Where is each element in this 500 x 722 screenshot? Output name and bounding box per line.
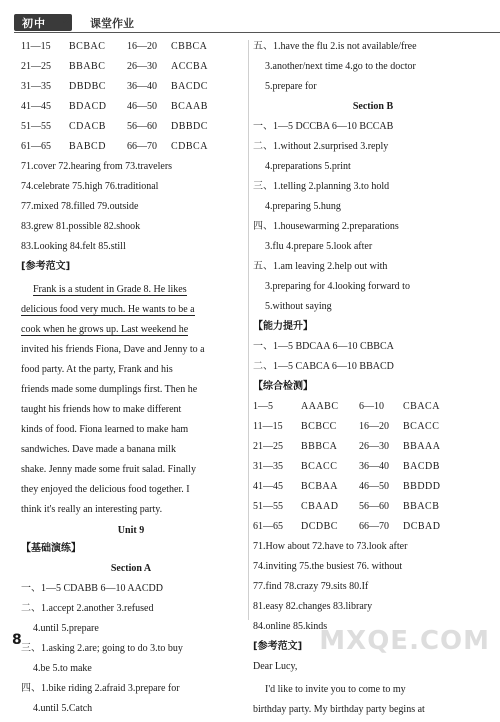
answer-line: 83.grew 81.possible 82.shook [21, 221, 141, 232]
answer-v2: BCAAB [171, 101, 208, 112]
answer-k1: 41—45 [253, 481, 283, 492]
essay-text: think it's really an interesting party. [21, 504, 163, 515]
section-a-answers [21, 582, 241, 722]
answer-v1: BBBCA [301, 441, 338, 452]
answer-k2: 16—20 [359, 421, 389, 432]
answer-line: 71.How about 72.have to 73.look after [253, 541, 408, 552]
answer-v1: BCBCC [301, 421, 337, 432]
answer-v1: BCBAA [301, 481, 338, 492]
answer-row [21, 60, 241, 80]
answer-line: 4.until 5.Catch [33, 703, 93, 714]
answer-v1: BBABC [69, 61, 106, 72]
answer-v2: ACCBA [171, 61, 208, 72]
double-chevron-icon: » [62, 10, 72, 28]
answer-k1: 11—15 [253, 421, 283, 432]
answer-line: 一、1—5 BDCAA 6—10 CBBCA [253, 341, 394, 352]
answer-line: 4.preparations 5.print [265, 161, 351, 172]
essay-line [21, 400, 241, 420]
answer-v2: DCBAD [403, 521, 441, 532]
answer-v2: DBBDC [171, 121, 208, 132]
ability-answers [253, 340, 493, 380]
watermark-url: MXQE.COM [319, 626, 490, 656]
answer-line: 二、1.without 2.surprised 3.reply [253, 141, 389, 152]
section-a-title: Section A [110, 563, 152, 574]
answer-k2: 16—20 [127, 41, 157, 52]
answer-line: 77.mixed 78.filled 79.outside [21, 201, 139, 212]
essay-line [21, 420, 241, 440]
essay-text: cook when he grows up. Last weekend he [21, 324, 189, 335]
answer-line: 一、1—5 DCCBA 6—10 BCCAB [253, 121, 394, 132]
answer-v1: BCACC [301, 461, 338, 472]
level-tag-text: 初中 [22, 17, 46, 30]
answer-v2: BCACC [403, 421, 440, 432]
reference-essay [21, 280, 241, 520]
answer-v1: DCDBC [301, 521, 338, 532]
answer-line: 4.be 5.to make [33, 663, 92, 674]
answer-line: 71.cover 72.hearing from 73.travelers [21, 161, 173, 172]
answer-row [253, 480, 493, 500]
essay-line [21, 300, 241, 320]
answer-v1: BDACD [69, 101, 107, 112]
answer-line: 74.celebrate 75.high 76.traditional [21, 181, 159, 192]
answer-k1: 51—55 [21, 121, 51, 132]
right-column [253, 40, 493, 720]
answer-k1: 31—35 [253, 461, 283, 472]
letter-greeting: Dear Lucy, [253, 661, 298, 672]
answer-line: 五、1.am leaving 2.help out with [253, 261, 388, 272]
answer-line: 五、1.have the flu 2.is not available/free [253, 41, 417, 52]
answer-line: 4.until 5.prepare [33, 623, 99, 634]
answer-row [253, 460, 493, 480]
basic-practice-label: 【基础演练】 [21, 543, 81, 554]
answer-k2: 6—10 [359, 401, 384, 412]
essay-text: sandwiches. Dave made a banana milk [21, 444, 176, 455]
header-title: 课堂作业 [90, 17, 134, 30]
column-divider [248, 40, 249, 620]
essay-text: delicious food very much. He wants to be a [21, 304, 195, 315]
essay-text: taught his friends how to make different [21, 404, 182, 415]
comprehensive-answer-table [253, 400, 493, 540]
answer-v2: BACDC [171, 81, 208, 92]
reference-letter [253, 680, 493, 720]
answer-v2: CBBCA [171, 41, 208, 52]
answer-k1: 61—65 [253, 521, 283, 532]
answer-k1: 1—5 [253, 401, 273, 412]
essay-text: Frank is a student in Grade 8. He likes [33, 284, 187, 295]
page-header [0, 0, 500, 34]
essay-line [21, 460, 241, 480]
answer-k1: 61—65 [21, 141, 51, 152]
left-word-answers [21, 160, 241, 260]
answer-row [21, 40, 241, 60]
answer-row [253, 400, 493, 420]
answer-row [21, 140, 241, 160]
answer-k2: 26—30 [359, 441, 389, 452]
page-number: 8 [12, 632, 22, 648]
answer-k1: 11—15 [21, 41, 51, 52]
essay-line [21, 500, 241, 520]
answer-line: 三、1.asking 2.are; going to do 3.to buy [21, 643, 183, 654]
answer-k2: 36—40 [359, 461, 389, 472]
right-top-answers [253, 40, 493, 100]
answer-line: 3.preparing for 4.looking forward to [265, 281, 410, 292]
answer-k2: 66—70 [359, 521, 389, 532]
answer-row [253, 440, 493, 460]
answer-k2: 26—30 [127, 61, 157, 72]
essay-text: they enjoyed the delicious food together. I [21, 484, 190, 495]
letter-line [253, 700, 493, 720]
answer-k1: 21—25 [21, 61, 51, 72]
unit-title: Unit 9 [117, 525, 145, 536]
answer-line: 三、1.telling 2.planning 3.to hold [253, 181, 390, 192]
answer-line: 4.preparing 5.hung [265, 201, 341, 212]
answer-v2: BBAAA [403, 441, 441, 452]
letter-text: I'd like to invite you to come to my [265, 684, 406, 695]
essay-line [21, 360, 241, 380]
answer-line: 四、1.bike riding 2.afraid 3.prepare for [21, 683, 180, 694]
essay-line [21, 380, 241, 400]
answer-row [253, 420, 493, 440]
letter-line [253, 680, 493, 700]
letter-text: birthday party. My birthday party begins at [253, 704, 425, 715]
answer-row [21, 100, 241, 120]
answer-k1: 31—35 [21, 81, 51, 92]
essay-text: shake. Jenny made some fruit salad. Finally [21, 464, 196, 475]
answer-v2: BACDB [403, 461, 440, 472]
section-b-answers [253, 120, 493, 320]
answer-line: 四、1.housewarming 2.preparations [253, 221, 399, 232]
answer-v2: BBDDD [403, 481, 441, 492]
answer-v1: BABCD [69, 141, 106, 152]
answer-row [21, 80, 241, 100]
reference-letter-label: [参考范文] [253, 641, 303, 652]
essay-text: invited his friends Fiona, Dave and Jenny to a [21, 344, 205, 355]
answer-row [21, 120, 241, 140]
ability-label: 【能力提升】 [253, 321, 313, 332]
comprehensive-label: 【综合检测】 [253, 381, 313, 392]
answer-k2: 56—60 [127, 121, 157, 132]
essay-line [21, 340, 241, 360]
answer-line: 74.inviting 75.the busiest 76. without [253, 561, 403, 572]
answer-line: 一、1—5 CDABB 6—10 AACDD [21, 583, 163, 594]
answer-k2: 66—70 [127, 141, 157, 152]
left-answer-table [21, 40, 241, 160]
header-rule [14, 32, 500, 33]
answer-k2: 46—50 [127, 101, 157, 112]
answer-v1: CBAAD [301, 501, 339, 512]
answer-line: 5.prepare for [265, 81, 317, 92]
essay-line [21, 320, 241, 340]
essay-text: food party. At the party, Frank and his [21, 364, 173, 375]
answer-v2: BBACB [403, 501, 440, 512]
essay-text: friends made some dumplings first. Then he [21, 384, 198, 395]
answer-line: 83.Looking 84.felt 85.still [21, 241, 126, 252]
answer-k1: 51—55 [253, 501, 283, 512]
answer-line: 3.flu 4.prepare 5.look after [265, 241, 373, 252]
answer-line: 84.online 85.kinds [253, 621, 328, 632]
essay-line [21, 480, 241, 500]
answer-row [253, 500, 493, 520]
left-column [21, 40, 241, 722]
comprehensive-word-answers [253, 540, 493, 640]
answer-v1: AAABC [301, 401, 339, 412]
essay-line [21, 440, 241, 460]
answer-v1: CDACB [69, 121, 106, 132]
answer-v1: DBDBC [69, 81, 106, 92]
essay-text: kinds of food. Fiona learned to make ham [21, 424, 189, 435]
answer-row [253, 520, 493, 540]
essay-line [21, 280, 241, 300]
answer-k1: 21—25 [253, 441, 283, 452]
answer-v2: CDBCA [171, 141, 208, 152]
answer-line: 5.without saying [265, 301, 332, 312]
section-b-title: Section B [352, 101, 394, 112]
answer-v2: CBACA [403, 401, 440, 412]
answer-k2: 36—40 [127, 81, 157, 92]
answer-line: 二、1.accept 2.another 3.refused [21, 603, 154, 614]
answer-line: 81.easy 82.changes 83.library [253, 601, 373, 612]
answer-k1: 41—45 [21, 101, 51, 112]
answer-k2: 46—50 [359, 481, 389, 492]
answer-line: 二、1—5 CABCA 6—10 BBACD [253, 361, 394, 372]
answer-line: 77.find 78.crazy 79.sits 80.If [253, 581, 369, 592]
reference-essay-label: [参考范文] [21, 261, 71, 272]
answer-line: 3.another/next time 4.go to the doctor [265, 61, 416, 72]
answer-v1: BCBAC [69, 41, 106, 52]
answer-k2: 56—60 [359, 501, 389, 512]
